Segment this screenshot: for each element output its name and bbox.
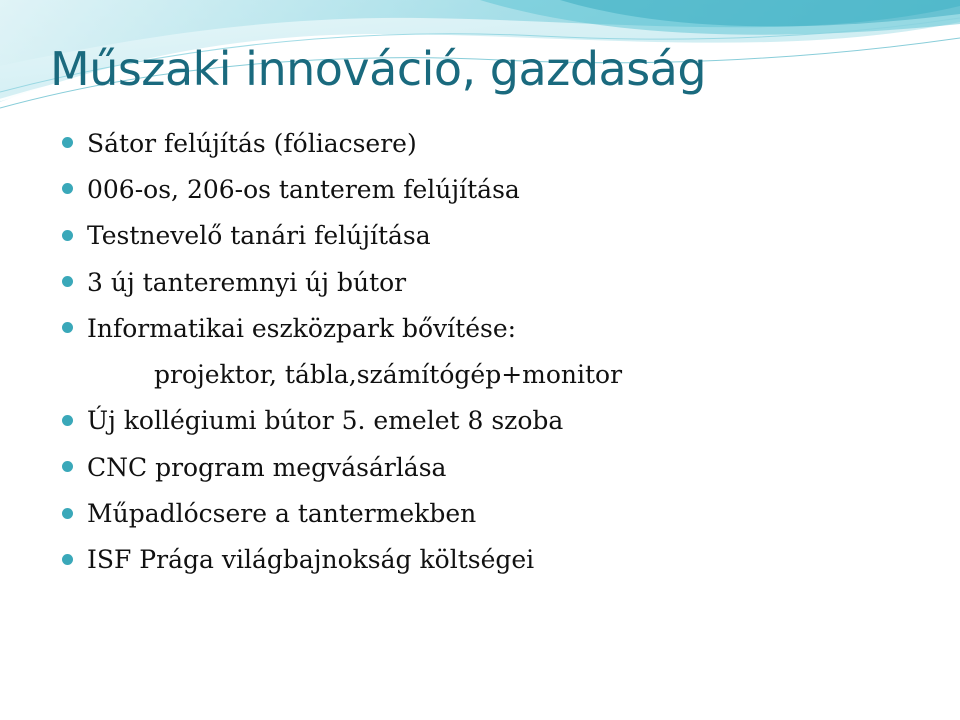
bullet-item bbox=[62, 213, 922, 259]
bullet-dot-icon bbox=[62, 322, 73, 333]
bullet-dot-icon bbox=[62, 554, 73, 565]
bullet-text: ISF Prága világbajnokság költségei bbox=[87, 545, 535, 575]
bullet-item bbox=[62, 259, 922, 305]
bullet-dot-icon bbox=[62, 508, 73, 519]
bullet-continuation bbox=[62, 351, 922, 397]
bullet-dot-icon bbox=[62, 276, 73, 287]
bullet-text: Testnevelő tanári felújítása bbox=[87, 221, 431, 251]
bullet-dot-icon bbox=[62, 183, 73, 194]
bullet-text: CNC program megvásárlása bbox=[87, 452, 447, 482]
bullet-item bbox=[62, 537, 922, 583]
bullet-text: 3 új tanteremnyi új bútor bbox=[87, 267, 407, 297]
bullet-list bbox=[62, 120, 922, 583]
bullet-dot-icon bbox=[62, 230, 73, 241]
slide-title: Műszaki innováció, gazdaság bbox=[50, 42, 707, 96]
bullet-text: Informatikai eszközpark bővítése: bbox=[87, 313, 517, 343]
bullet-item bbox=[62, 490, 922, 536]
bullet-dot-icon bbox=[62, 415, 73, 426]
bullet-item bbox=[62, 120, 922, 166]
bullet-item bbox=[62, 305, 922, 351]
bullet-dot-icon bbox=[62, 137, 73, 148]
bullet-item bbox=[62, 166, 922, 212]
bullet-text: Műpadlócsere a tantermekben bbox=[87, 499, 477, 529]
bullet-text: Sátor felújítás (fóliacsere) bbox=[87, 128, 417, 158]
bullet-item bbox=[62, 444, 922, 490]
bullet-dot-icon bbox=[62, 461, 73, 472]
bullet-text: projektor, tábla,számítógép+monitor bbox=[154, 360, 623, 390]
bullet-item bbox=[62, 398, 922, 444]
bullet-text: Új kollégiumi bútor 5. emelet 8 szoba bbox=[87, 406, 564, 436]
bullet-text: 006-os, 206-os tanterem felújítása bbox=[87, 174, 520, 204]
